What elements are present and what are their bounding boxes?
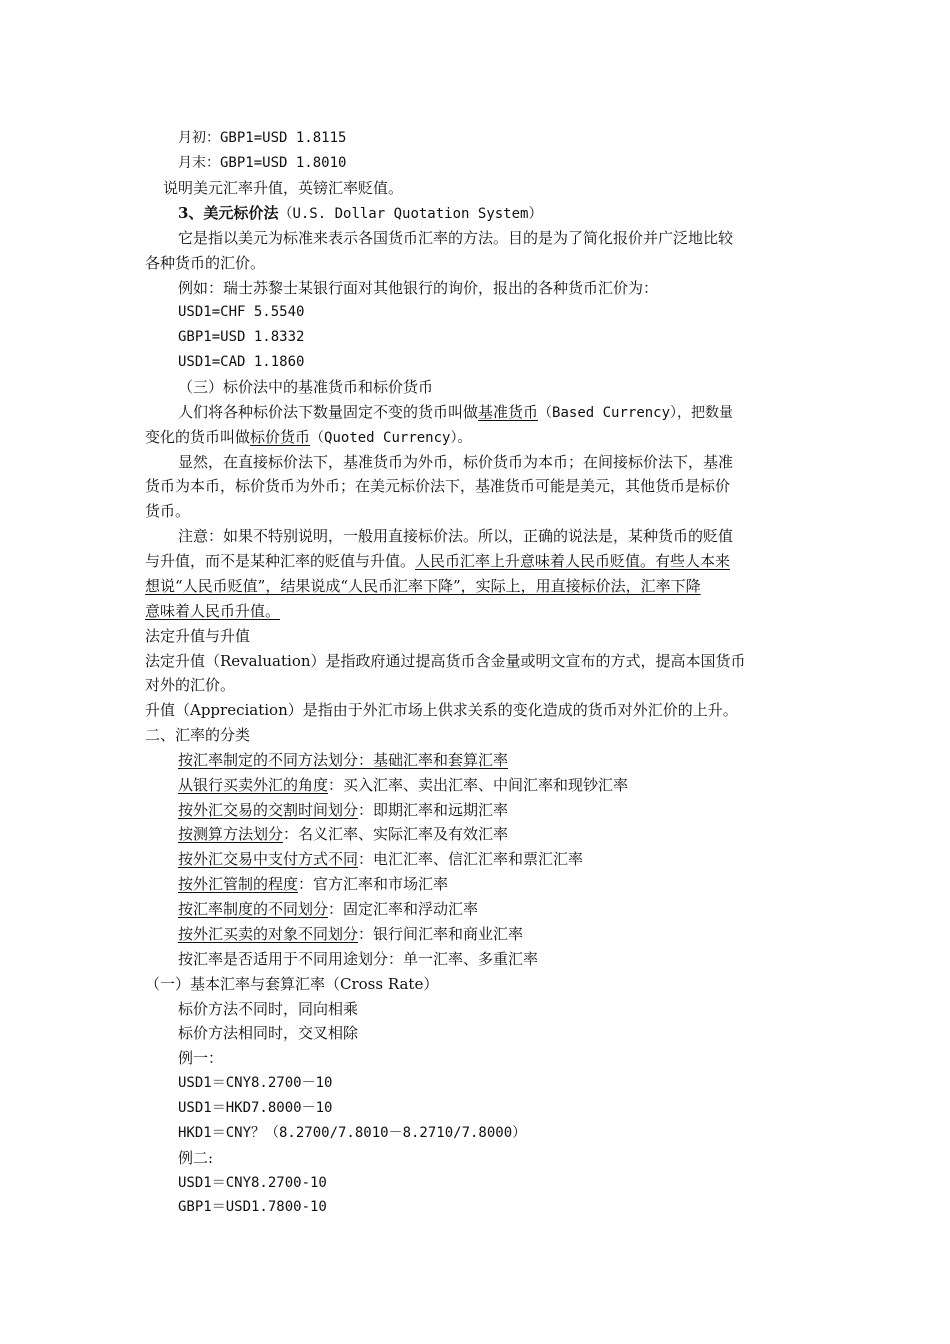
paragraph-line: 与升值，而不是某种汇率的贬值与升值。人民币汇率上升意味着人民币贬值。有些人本来	[145, 552, 731, 570]
text-line: 月初：GBP1=USD 1.8115	[178, 130, 347, 146]
paragraph-line: 它是指以美元为标准来表示各国货币汇率的方法。目的是为了简化报价并广泛地比较	[178, 229, 734, 247]
quote-line: USD1＝HKD7.8000－10	[178, 1100, 333, 1116]
quote-line: USD1=CHF 5.5540	[178, 304, 305, 320]
example-label: 例一：	[178, 1049, 224, 1067]
section-heading: 3、美元标价法（U.S. Dollar Quotation System）	[178, 204, 543, 222]
paragraph-line: 对外的汇价。	[145, 676, 236, 694]
paragraph-line: 意味着人民币升值。	[145, 602, 281, 620]
list-item: 按外汇买卖的对象不同划分：银行间汇率和商业汇率	[178, 925, 524, 943]
list-item: 按测算方法划分：名义汇率、实际汇率及有效汇率	[178, 825, 509, 843]
paragraph-line: 升值（Appreciation）是指由于外汇市场上供求关系的变化造成的货币对外汇价的上升。	[145, 701, 738, 719]
paragraph-line: 货币为本币，标价货币为外币；在美元标价法下，基准货币可能是美元，其他货币是标价	[145, 477, 731, 495]
heading-line: 法定升值与升值	[145, 627, 251, 645]
list-item: 按外汇管制的程度：官方汇率和市场汇率	[178, 875, 449, 893]
list-item: 按汇率是否适用于不同用途划分：单一汇率、多重汇率	[178, 950, 539, 968]
quote-line: GBP1=USD 1.8332	[178, 329, 305, 345]
paragraph-line: 各种货币的汇价。	[145, 254, 266, 272]
paragraph-line: 人们将各种标价法下数量固定不变的货币叫做基准货币（Based Currency），把数量	[178, 403, 734, 421]
quote-line: HKD1＝CNY？（8.2700/7.8010－8.2710/7.8000）	[178, 1125, 527, 1141]
text-line: 标价方法相同时，交叉相除	[178, 1024, 359, 1042]
paragraph-line: 货币。	[145, 502, 191, 520]
section-heading: 二、汇率的分类	[145, 726, 251, 744]
text-line: 说明美元汇率升值，英镑汇率贬值。	[163, 179, 404, 197]
list-item: 按外汇交易的交割时间划分：即期汇率和远期汇率	[178, 801, 509, 819]
text-line: 月末：GBP1=USD 1.8010	[178, 155, 347, 171]
quote-line: USD1=CAD 1.1860	[178, 354, 305, 370]
list-item: 按汇率制度的不同划分：固定汇率和浮动汇率	[178, 900, 479, 918]
paragraph-line: 变化的货币叫做标价货币（Quoted Currency）。	[145, 428, 472, 446]
subsection-heading: （一）基本汇率与套算汇率（Cross Rate）	[145, 975, 439, 993]
example-label: 例二:	[178, 1149, 214, 1167]
list-item: 从银行买卖外汇的角度：买入汇率、卖出汇率、中间汇率和现钞汇率	[178, 776, 629, 794]
paragraph-line: 例如：瑞士苏黎士某银行面对其他银行的询价，报出的各种货币汇价为：	[178, 279, 659, 297]
paragraph-line: 注意：如果不特别说明，一般用直接标价法。所以，正确的说法是，某种货币的贬值	[178, 527, 734, 545]
quote-line: USD1＝CNY8.2700－10	[178, 1075, 333, 1091]
subsection-heading: （三）标价法中的基准货币和标价货币	[178, 378, 434, 396]
text-line: 标价方法不同时，同向相乘	[178, 1000, 359, 1018]
paragraph-line: 显然，在直接标价法下，基准货币为外币，标价货币为本币；在间接标价法下，基准	[178, 453, 734, 471]
paragraph-line: 法定升值（Revaluation）是指政府通过提高货币含金量或明文宣布的方式，提高本国货币	[145, 652, 746, 670]
quote-line: GBP1＝USD1.7800-10	[178, 1199, 327, 1215]
list-item: 按外汇交易中支付方式不同：电汇汇率、信汇汇率和票汇汇率	[178, 850, 584, 868]
paragraph-line: 想说“人民币贬值”，结果说成“人民币汇率下降”，实际上，用直接标价法，汇率下降	[145, 577, 701, 595]
quote-line: USD1＝CNY8.2700-10	[178, 1175, 327, 1191]
list-item: 按汇率制定的不同方法划分：基础汇率和套算汇率	[178, 751, 509, 769]
